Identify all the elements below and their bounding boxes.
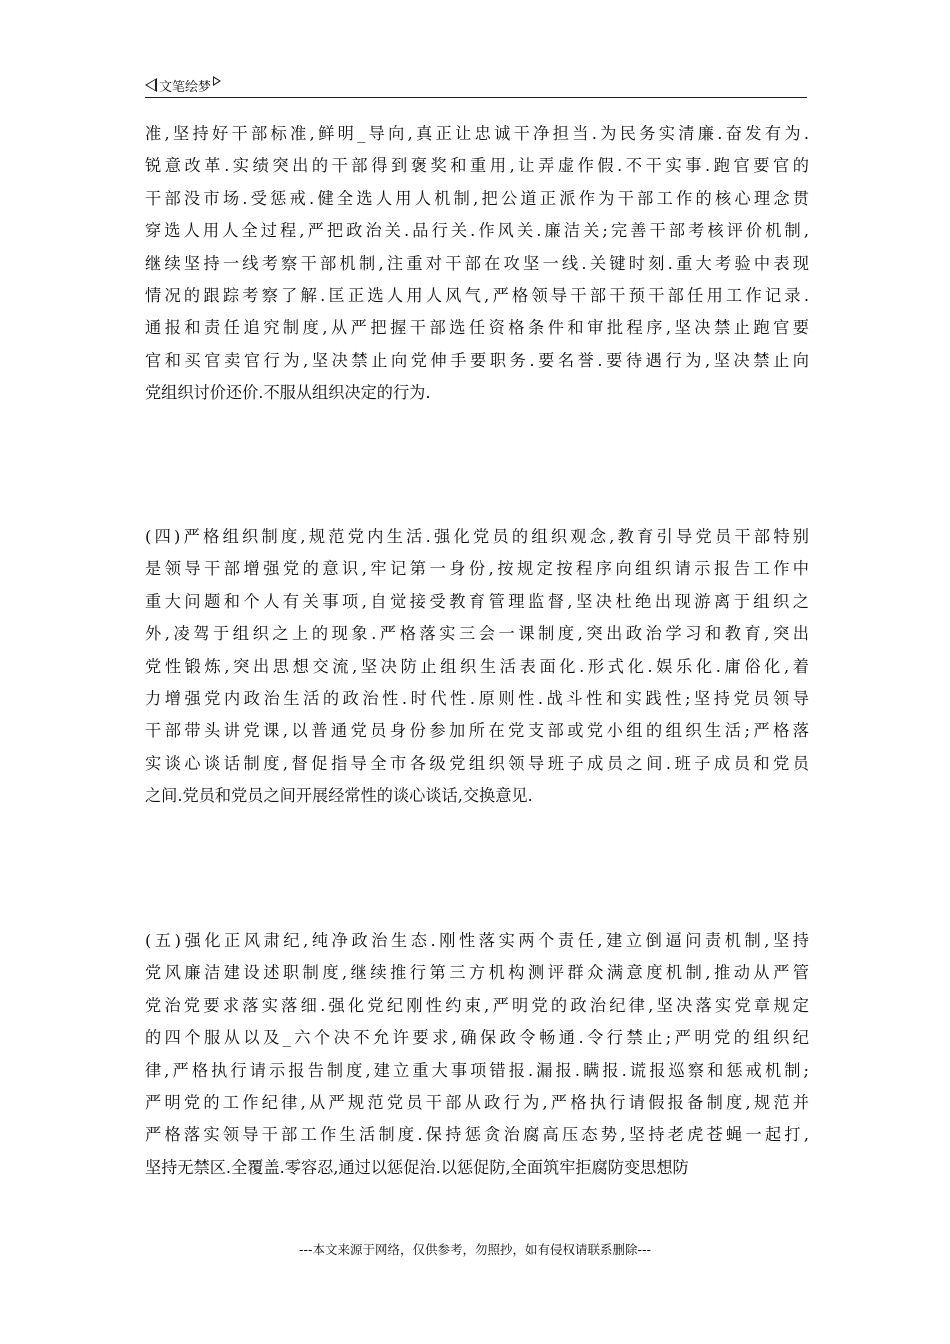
paragraph-cadre-selection <box>145 118 809 410</box>
page-header <box>145 74 807 96</box>
text-line: 坚持无禁区.全覆盖.零容忍,通过以惩促治.以惩促防,全面筑牢拒腐防变思想防 <box>145 1157 689 1177</box>
text-line: 实谈心谈话制度,督促指导全市各级党组织领导班子成员之间.班子成员和党员 <box>145 753 809 773</box>
text-line: 党性锻炼,突出思想交流,坚决防止组织生活表面化.形式化.娱乐化.庸俗化,着 <box>145 656 809 676</box>
paragraph-organization-system <box>145 521 809 813</box>
header-divider <box>145 97 807 98</box>
text-line: 外,凌驾于组织之上的现象.严格落实三会一课制度,突出政治学习和教育,突出 <box>145 624 809 644</box>
text-line: 干部没市场.受惩戒.健全选人用人机制,把公道正派作为干部工作的核心理念贯 <box>145 188 809 208</box>
left-triangle-icon <box>145 78 157 92</box>
right-triangle-icon <box>213 76 221 86</box>
text-line: 干部带头讲党课,以普通党员身份参加所在党支部或党小组的组织生活;严格落 <box>145 721 809 741</box>
text-line: (五)强化正风肃纪,纯净政治生态.刚性落实两个责任,建立倒逼问责机制,坚持 <box>145 931 809 950</box>
text-line: 之间.党员和党员之间开展经常性的谈心谈话,交换意见. <box>145 786 533 806</box>
text-line: 官和买官卖官行为,坚决禁止向党伸手要职务.要名誉.要待遇行为,坚决禁止向 <box>145 350 809 370</box>
text-line: 严明党的工作纪律,从严规范党员干部从政行为,严格执行请假报备制度,规范并 <box>145 1093 809 1113</box>
text-line: 严格落实领导干部工作生活制度.保持惩贪治腐高压态势,坚持老虎苍蝇一起打, <box>145 1125 809 1145</box>
text-line: 继续坚持一线考察干部机制,注重对干部在攻坚一线.关键时刻.重大考验中表现 <box>145 253 809 273</box>
header-title: 文笔绘梦 <box>159 79 212 95</box>
text-line: 锐意改革.实绩突出的干部得到褒奖和重用,让弄虚作假.不干实事.跑官要官的 <box>145 156 809 176</box>
text-line: 的四个服从以及_六个决不允许要求,确保政令畅通.令行禁止;严明党的组织纪 <box>145 1028 809 1048</box>
text-line: 党风廉洁建设述职制度,继续推行第三方机构测评群众满意度机制,推动从严管 <box>145 963 809 983</box>
text-line: 党组织讨价还价.不服从组织决定的行为. <box>145 383 431 403</box>
text-line: 情况的跟踪考察了解.匡正选人用人风气,严格领导干部干预干部任用工作记录. <box>145 286 809 306</box>
text-line: 准,坚持好干部标准,鲜明_导向,真正让忠诚干净担当.为民务实清廉.奋发有为. <box>145 124 809 143</box>
footer-disclaimer: ---本文来源于网络，仅供参考，勿照抄，如有侵权请联系删除--- <box>298 1242 652 1257</box>
text-line: 穿选人用人全过程,严把政治关.品行关.作风关.廉洁关;完善干部考核评价机制, <box>145 221 809 241</box>
text-line: 力增强党内政治生活的政治性.时代性.原则性.战斗性和实践性;坚持党员领导 <box>145 689 809 709</box>
text-line: 重大问题和个人有关事项,自觉接受教育管理监督,坚决杜绝出现游离于组织之 <box>145 591 809 611</box>
paragraph-discipline <box>145 925 809 1184</box>
text-line: 是领导干部增强党的意识,牢记第一身份,按规定按程序向组织请示报告工作中 <box>145 559 809 579</box>
text-line: 律,严格执行请示报告制度,建立重大事项错报.漏报.瞒报.谎报巡察和惩戒机制; <box>145 1060 809 1080</box>
text-line: 党治党要求落实落细.强化党纪刚性约束,严明党的政治纪律,坚决落实党章规定 <box>145 995 809 1015</box>
text-line: 通报和责任追究制度,从严把握干部选任资格条件和审批程序,坚决禁止跑官要 <box>145 318 809 338</box>
text-line: (四)严格组织制度,规范党内生活.强化党员的组织观念,教育引导党员干部特别 <box>145 527 809 546</box>
